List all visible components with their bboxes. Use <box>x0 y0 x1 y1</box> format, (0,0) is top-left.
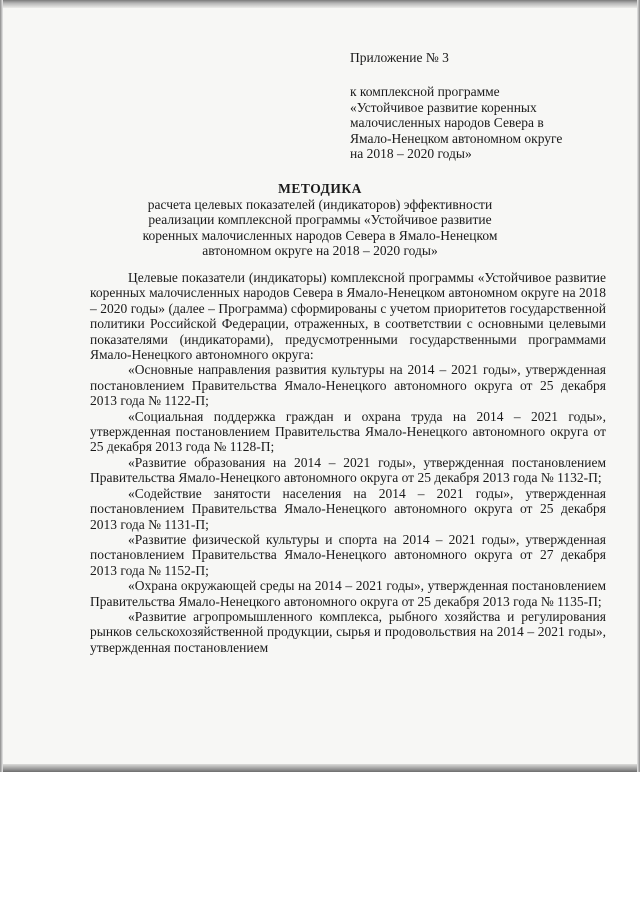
appendix-line: малочисленных народов Севера в <box>350 115 544 130</box>
document-heading <box>120 181 520 259</box>
heading-subtitle-line: автономном округе на 2018 – 2020 годы» <box>202 243 438 258</box>
program-item: «Развитие агропромышленного комплекса, рыбного хозяйства и регулирования рынков сельскохозяйственной продукции, сырья и продовольствия на 2014 – 2021 годы», утвержденная постановлением <box>90 608 606 655</box>
program-item: «Содействие занятости населения на 2014 – 2021 годы», утвержденная постановлением Правительства Ямало-Ненецкого автономного округа от 25 декабря 2013 года № 1131-П; <box>90 485 606 532</box>
heading-subtitle-line: коренных малочисленных народов Севера в Ямало-Ненецком <box>142 227 498 243</box>
document-title: МЕТОДИКА <box>278 181 362 196</box>
program-item: «Основные направления развития культуры на 2014 – 2021 годы», утвержденная постановлением Правительства Ямало-Ненецкого автономного округа от 25 декабря 2013 года № 1122-П; <box>90 362 606 409</box>
appendix-line: «Устойчивое развитие коренных <box>350 99 537 115</box>
program-item: «Развитие образования на 2014 – 2021 годы», утвержденная постановлением Правительства Ямало-Ненецкого автономного округа от 25 декабря 2013 года № 1132-П; <box>90 454 606 486</box>
heading-subtitle-line: расчета целевых показателей (индикаторов) эффективности <box>147 196 493 212</box>
document-body <box>90 270 606 655</box>
scan-edge-top <box>0 0 640 8</box>
program-item: «Развитие физической культуры и спорта на 2014 – 2021 годы», утвержденная постановлением Правительства Ямало-Ненецкого автономного округа от 27 декабря 2013 года № 1152-П; <box>90 531 606 578</box>
program-item: «Охрана окружающей среды на 2014 – 2021 годы», утвержденная постановлением Правительства Ямало-Ненецкого автономного округа от 25 декабря 2013 года № 1135-П; <box>90 578 606 609</box>
scan-edge-left <box>0 0 3 772</box>
blank-margin <box>0 772 640 905</box>
appendix-line: к комплексной программе <box>350 84 500 99</box>
scan-edge-bottom <box>0 764 640 772</box>
appendix-line: на 2018 – 2020 годы» <box>350 146 472 161</box>
intro-paragraph: Целевые показатели (индикаторы) комплексной программы «Устойчивое развитие коренных малочисленных народов Севера в Ямало-Ненецком автономном округе на 2018 – 2020 годы» (далее – Программа) сформированы с учетом приоритетов государственной политики Российской Федерации, отраженных, в соответствии с основными целевыми показателями (индикаторами), предусмотренными государственными программами Ямало-Ненецкого автономного округа: <box>90 270 606 363</box>
heading-subtitle-line: реализации комплексной программы «Устойчивое развитие <box>148 212 492 227</box>
appendix-title: Приложение № 3 <box>350 50 449 65</box>
appendix-line: Ямало-Ненецком автономном округе <box>350 130 563 146</box>
appendix-reference <box>350 84 600 162</box>
program-item: «Социальная поддержка граждан и охрана труда на 2014 – 2021 годы», утвержденная постановлением Правительства Ямало-Ненецкого автономного округа от 25 декабря 2013 года № 1128-П; <box>90 408 606 455</box>
